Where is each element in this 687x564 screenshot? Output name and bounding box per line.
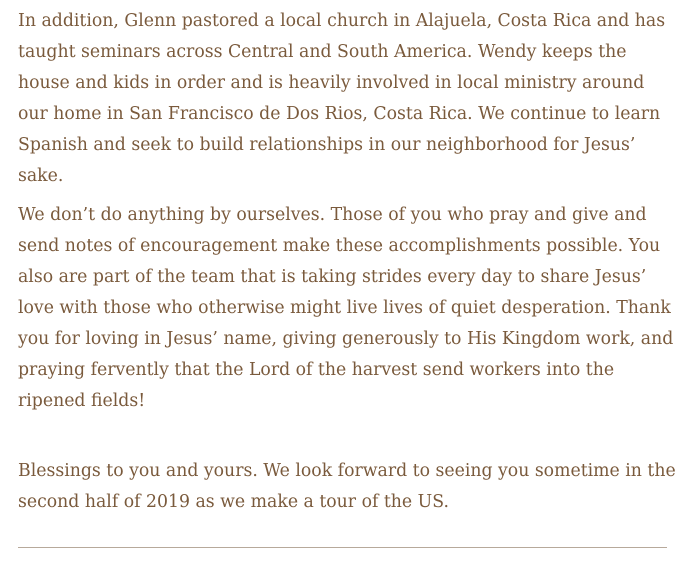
paragraph-blessings: Blessings to you and yours. We look forward to seeing you sometime in the second half of 2019 as we make a tour of the US. <box>18 461 676 512</box>
paragraph-ministry-update: In addition, Glenn pastored a local church in Alajuela, Costa Rica and has taught seminars across Central and South America. Wendy keeps the house and kids in order and is heavily involved in local ministry around our home in San Francisco de Dos Rios, Costa Rica. We continue to learn Spanish and seek to build relationships in our neighborhood for Jesus’ sake. <box>18 11 666 186</box>
article-body <box>18 6 678 518</box>
paragraph-thanks: We don’t do anything by ourselves. Those of you who pray and give and send notes of encouragement make these accomplishments possible. You also are part of the team that is taking strides every day to share Jesus’ love with those who otherwise might live lives of quiet desperation. Thank you for loving in Jesus’ name, giving generously to His Kingdom work, and praying fervently that the Lord of the harvest send workers into the ripened fields! <box>18 205 674 411</box>
section-divider <box>18 547 667 548</box>
